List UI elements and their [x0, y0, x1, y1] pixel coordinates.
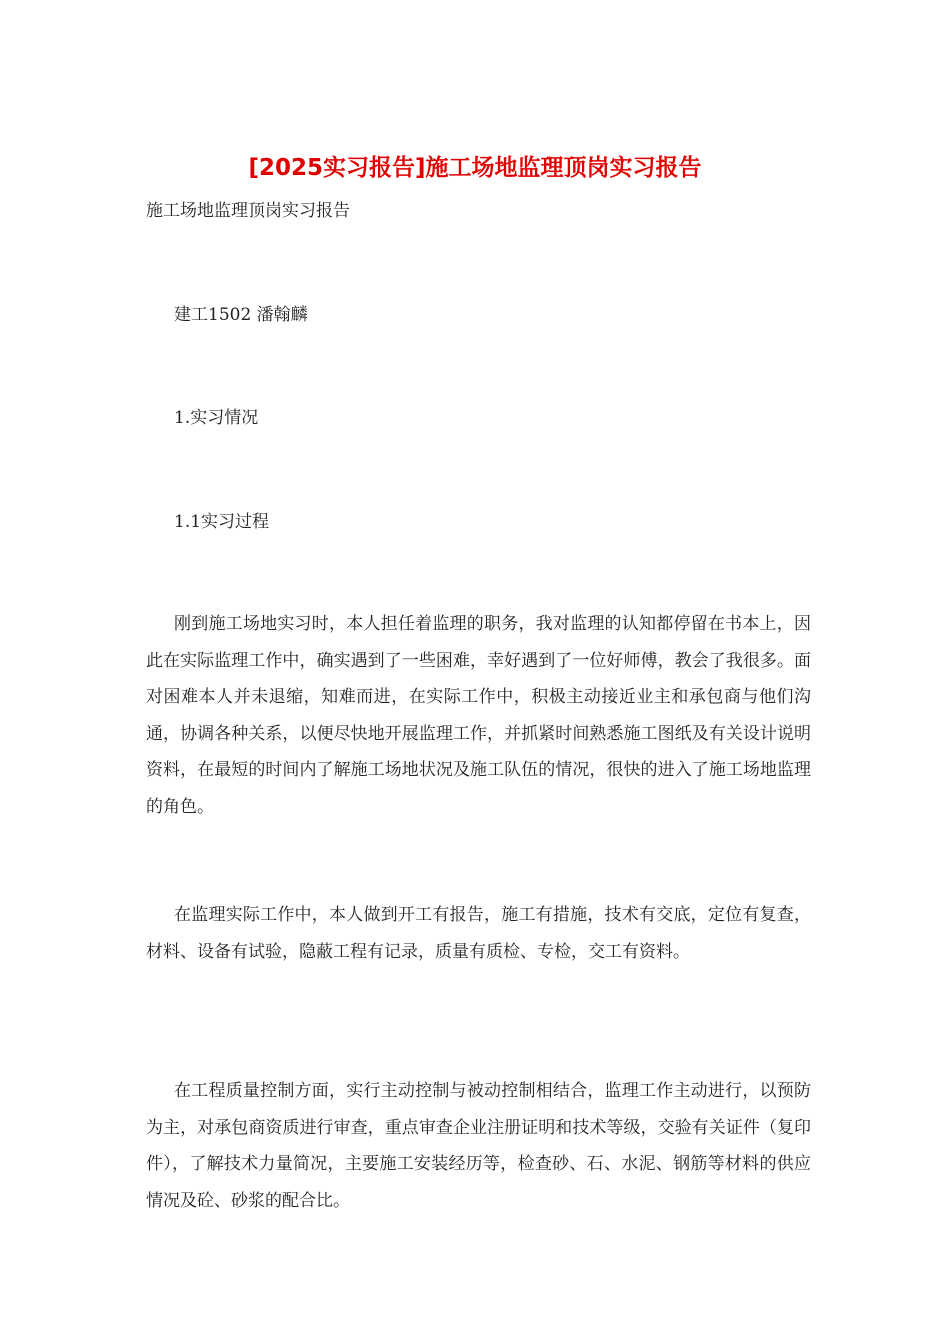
section-heading-1: 1.实习情况: [174, 408, 259, 428]
body-paragraph: 在工程质量控制方面，实行主动控制与被动控制相结合，监理工作主动进行，以预防为主，对承包商资质进行审查，重点审查企业注册证明和技术等级，交验有关证件（复印件），了解技术力量简况，主要施工安装经历等，检查砂、石、水泥、钢筋等材料的供应情况及砼、砂浆的配合比。: [146, 1081, 811, 1211]
body-paragraph: 在监理实际工作中，本人做到开工有报告，施工有措施，技术有交底，定位有复查，材料、设备有试验，隐蔽工程有记录，质量有质检、专检，交工有资料。: [146, 905, 811, 962]
body-paragraph: 刚到施工场地实习时，本人担任着监理的职务，我对监理的认知都停留在书本上，因此在实际监理工作中，确实遇到了一些困难，幸好遇到了一位好师傅，教会了我很多。面对困难本人并未退缩，知难而进，在实际工作中，积极主动接近业主和承包商与他们沟通，协调各种关系，以便尽快地开展监理工作，并抓紧时间熟悉施工图纸及有关设计说明资料，在最短的时间内了解施工场地状况及施工队伍的情况，很快的进入了施工场地监理的角色。: [146, 614, 811, 817]
section-heading-1-1: 1.1实习过程: [174, 512, 270, 532]
document-subtitle: 施工场地监理顶岗实习报告: [146, 201, 350, 221]
document-title: [2025实习报告]施工场地监理顶岗实习报告: [248, 155, 702, 181]
author-line: 建工1502 潘翰麟: [174, 305, 308, 325]
